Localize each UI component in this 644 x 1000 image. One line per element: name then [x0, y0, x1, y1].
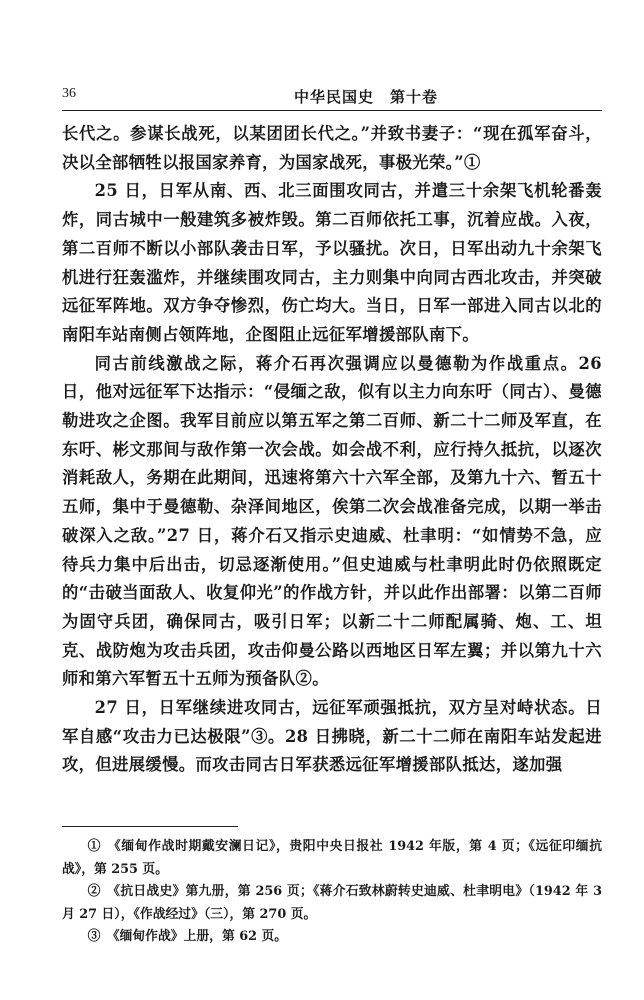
- page-number: 36: [62, 86, 76, 101]
- running-title: 中华民国史 第十卷: [294, 88, 439, 106]
- paragraph-3: 同古前线激战之际，蒋介石再次强调应以曼德勒为作战重点。26 日，他对远征军下达指示：“侵缅之敌，似有以主力向东吁（同古）、曼德勒进攻之企图。我军目前应以第五军之第二百师、新二十二师及军直，在东吁、彬文那间与敌作第一次会战。如会战不利，应行持久抵抗，以逐次消耗敌人，务期在此期间，迅速将第六十六军全部，及第九十六、暂五十五师，集中于曼德勒、杂泽间地区，俟第二次会战准备完成，以期一举击破深入之敌。”27 日，蒋介石又指示史迪威、杜聿明：“如情势不急，应待兵力集中后出击，切忌逐渐使用。”但史迪威与杜聿明此时仍依照既定的“击破当面敌人、收复仰光”的作战方针，并以此作出部署：以第二百师为固守兵团，确保同古，吸引日军；以新二十二师配属骑、炮、工、坦克、战防炮为攻击兵团，攻击仰曼公路以西地区日军左翼；并以第九十六师和第六军暂五十五师为预备队②。: [62, 353, 602, 689]
- paragraph-1: 长代之。参谋长战死，以某团团长代之。”并致书妻子：“现在孤军奋斗，决以全部牺牲以报国家养育，为国家战死，事极光荣。”①: [62, 124, 602, 172]
- footnote-1: ① 《缅甸作战时期戴安澜日记》，贵阳中央日报社 1942 年版，第 4 页；《远征印缅抗战》，第 255 页。: [62, 839, 602, 877]
- paragraph-2: 25 日，日军从南、西、北三面围攻同古，并遣三十余架飞机轮番轰炸，同古城中一般建筑多被炸毁。第二百师依托工事，沉着应战。入夜，第二百师不断以小部队袭击日军，予以骚扰。次日，日军出动九十余架飞机进行狂轰滥炸，并继续围攻同古，主力则集中向同古西北攻击，并突破远征军阵地。双方争夺惨烈，伤亡均大。当日，日军一部进入同古以北的南阳车站南侧占领阵地，企图阻止远征军增援部队南下。: [62, 181, 602, 344]
- body-text: [62, 120, 602, 780]
- header-rule: [62, 110, 602, 111]
- footnote-2: ② 《抗日战史》第九册，第 256 页；《蒋介石致林蔚转史迪威、杜聿明电》（1942 年 3 月 27 日），《作战经过》（三），第 270 页。: [62, 884, 602, 922]
- footnote-3: ③ 《缅甸作战》上册，第 62 页。: [87, 929, 288, 944]
- page-header: [62, 86, 602, 108]
- paragraph-4: 27 日，日军继续进攻同古，远征军顽强抵抗，双方呈对峙状态。日军自感“攻击力已达极限”③。28 日拂晓，新二十二师在南阳车站发起进攻，但进展缓慢。而攻击同古日军获悉远征军增援部队抵达，遂加强: [62, 698, 602, 775]
- footnotes: [62, 836, 602, 949]
- footnote-rule: [62, 826, 238, 827]
